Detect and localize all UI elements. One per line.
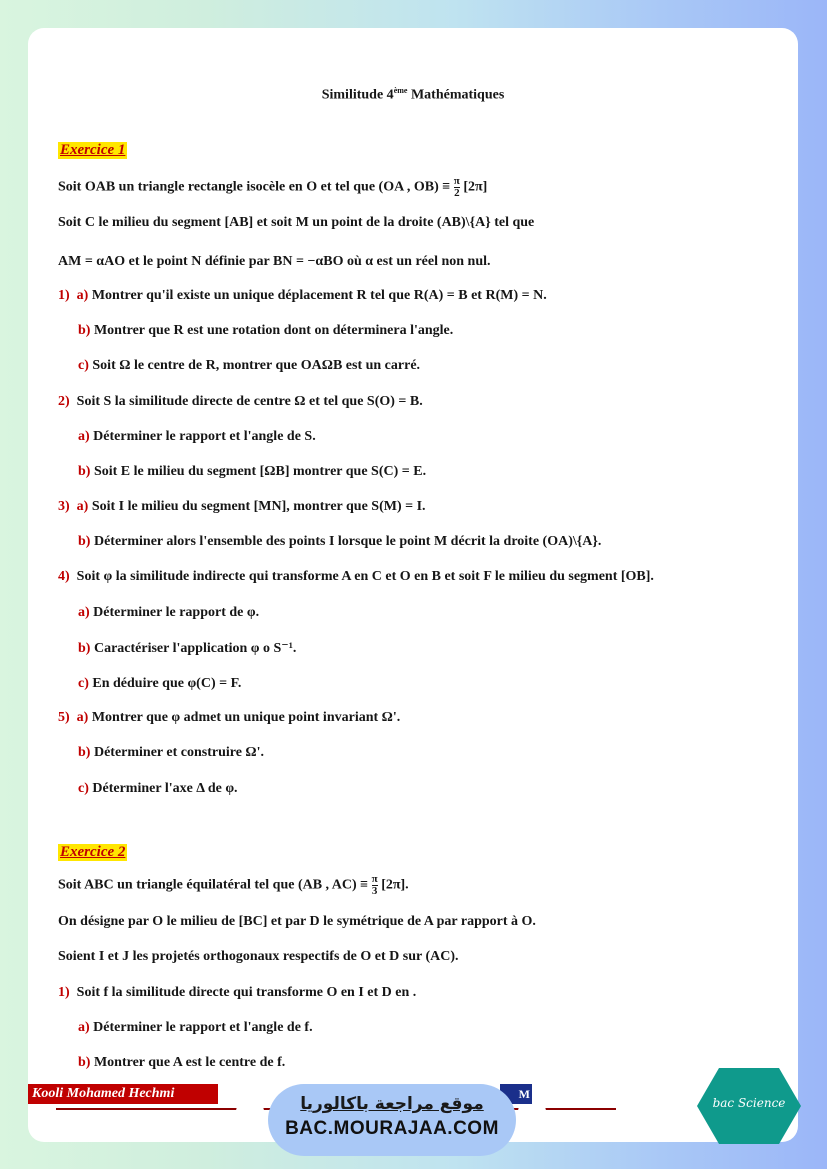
bac-science-badge <box>697 1066 801 1146</box>
page-title: Similitude 4ème Mathématiques <box>321 86 505 103</box>
ex1-q4-b: b) Caractériser l'application φ o S⁻¹. <box>78 641 297 656</box>
ex1-q5-c: c) Déterminer l'axe Δ de φ. <box>78 781 238 796</box>
exercise-1-heading: Exercice 1 <box>60 142 126 158</box>
ex1-q3-b: b) Déterminer alors l'ensemble des points I lorsque le point M décrit la droite (OA)\{A}. <box>78 534 602 549</box>
ex1-q2-stem: 2) Soit S la similitude directe de centre Ω et tel que S(O) = B. <box>58 394 423 409</box>
ex2-line-2: On désigne par O le milieu de [BC] et par D le symétrique de A par rapport à O. <box>58 914 536 929</box>
ex2-q1-a: a) Déterminer le rapport et l'angle de f. <box>78 1020 313 1035</box>
exercise-2-heading: Exercice 2 <box>60 844 126 860</box>
document-page <box>28 28 798 1142</box>
banner-site-url[interactable]: BAC.MOURAJAA.COM <box>285 1118 499 1139</box>
ex2-line-3: Soient I et J les projetés orthogonaux respectifs de O et D sur (AC). <box>58 949 459 964</box>
banner-arabic-text[interactable]: موقع مراجعة باكالوريا <box>300 1094 484 1114</box>
ex1-q4-a: a) Déterminer le rapport de φ. <box>78 605 260 620</box>
ex1-q2-a: a) Déterminer le rapport et l'angle de S. <box>78 429 316 444</box>
ex1-q1-b: b) Montrer que R est une rotation dont on déterminera l'angle. <box>78 323 454 338</box>
ex1-q3-a: 3) a) Soit I le milieu du segment [MN], montrer que S(M) = I. <box>58 499 426 514</box>
ex2-line-1: Soit ABC un triangle équilatéral tel que (AB , AC) ≡ $\frac{\pi}{3}$ [2π]. <box>58 873 409 897</box>
ex1-q4-c: c) En déduire que φ(C) = F. <box>78 676 242 691</box>
ex1-intro-line-1: Soit OAB un triangle rectangle isocèle en O et tel que (OA , OB) ≡ $\frac{\pi}{2}$ [2π] <box>58 175 488 199</box>
ex1-q5-b: b) Déterminer et construire Ω'. <box>78 745 265 760</box>
ex2-q1-stem: 1) Soit f la similitude directe qui transforme O en I et D en . <box>58 985 417 1000</box>
footer-logo-left-icon <box>236 1098 264 1126</box>
footer-right-tag: M <box>500 1084 532 1104</box>
badge-text: bac Science <box>712 1096 786 1110</box>
ex1-q2-b: b) Soit E le milieu du segment [ΩB] montrer que S(C) = E. <box>78 464 427 479</box>
ex2-q1-b: b) Montrer que A est le centre de f. <box>78 1055 286 1070</box>
footer-author: Kooli Mohamed Hechmi <box>28 1084 218 1104</box>
ex1-intro-line-2: Soit C le milieu du segment [AB] et soit M un point de la droite (AB)\{A} tel que <box>58 215 535 230</box>
ex1-q1-a: 1) a) Montrer qu'il existe un unique déplacement R tel que R(A) = B et R(M) = N. <box>58 288 547 303</box>
ex1-q4-stem: 4) Soit φ la similitude indirecte qui transforme A en C et O en B et soit F le milieu du segment [OB]. <box>58 569 654 584</box>
ex1-intro-line-3: AM = αAO et le point N définie par BN = −αBO où α est un réel non nul. <box>58 254 491 269</box>
fraction-pi-over-3: $\frac{\pi}{3}$ <box>371 873 378 897</box>
ex1-q1-c: c) Soit Ω le centre de R, montrer que OAΩB est un carré. <box>78 358 421 373</box>
fraction-pi-over-2: $\frac{\pi}{2}$ <box>453 175 460 199</box>
ex1-q5-a: 5) a) Montrer que φ admet un unique point invariant Ω'. <box>58 710 401 725</box>
site-banner[interactable] <box>268 1084 516 1156</box>
